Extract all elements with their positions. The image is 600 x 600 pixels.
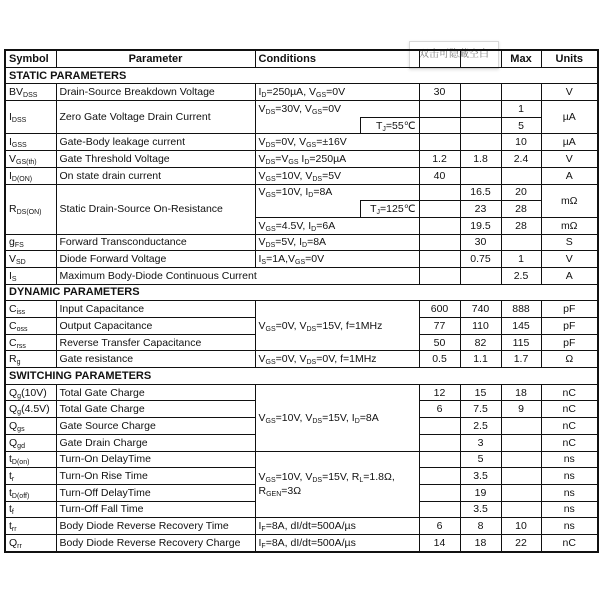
unit-cell: nC bbox=[541, 384, 598, 401]
conditions-cell: $V_{DS}=V_{GS}$ $I_D=250\mu A$ bbox=[255, 151, 419, 168]
typ-cell: 7.5 bbox=[460, 401, 501, 418]
parameter-cell: Turn-Off Fall Time bbox=[56, 501, 255, 518]
conditions-cell: $V_{GS}=10V$, $V_{DS}=5V$ bbox=[255, 167, 419, 184]
symbol-cell: $Q_{gs}$ bbox=[5, 418, 56, 435]
parameter-cell: Maximum Body-Diode Continuous Current bbox=[56, 267, 419, 284]
conditions-cell: $V_{GS}=4.5V$, $I_D=6A$ bbox=[255, 217, 419, 234]
typ-cell bbox=[460, 167, 501, 184]
min-cell: 1.2 bbox=[419, 151, 460, 168]
min-cell bbox=[419, 184, 460, 201]
symbol-cell: $BV_{DSS}$ bbox=[5, 84, 56, 101]
parameter-cell: Total Gate Charge bbox=[56, 384, 255, 401]
max-cell bbox=[501, 484, 541, 501]
max-cell: 18 bbox=[501, 384, 541, 401]
symbol-cell: $t_{D(on)}$ bbox=[5, 451, 56, 468]
unit-cell: µA bbox=[541, 101, 598, 134]
unit-cell: S bbox=[541, 234, 598, 251]
conditions-cell: $I_S=1A,V_{GS}=0V$ bbox=[255, 251, 419, 268]
unit-cell: V bbox=[541, 151, 598, 168]
max-cell bbox=[501, 84, 541, 101]
header-max: Max bbox=[501, 50, 541, 67]
max-cell: 2.5 bbox=[501, 267, 541, 284]
max-cell: 22 bbox=[501, 534, 541, 551]
unit-cell: A bbox=[541, 167, 598, 184]
header-symbol: Symbol bbox=[5, 50, 56, 67]
table-row bbox=[5, 184, 598, 201]
symbol-cell: $g_{FS}$ bbox=[5, 234, 56, 251]
max-cell: 10 bbox=[501, 518, 541, 535]
unit-cell: nC bbox=[541, 418, 598, 435]
section-title: SWITCHING PARAMETERS bbox=[5, 368, 598, 385]
header-row bbox=[5, 50, 598, 67]
typ-cell bbox=[460, 267, 501, 284]
section-title: STATIC PARAMETERS bbox=[5, 67, 598, 84]
max-cell bbox=[501, 468, 541, 485]
min-cell: 6 bbox=[419, 401, 460, 418]
symbol-cell: $R_g$ bbox=[5, 351, 56, 368]
table-row bbox=[5, 518, 598, 535]
parameter-cell: Gate-Body leakage current bbox=[56, 134, 255, 151]
section-switching bbox=[5, 368, 598, 385]
parameter-cell: Static Drain-Source On-Resistance bbox=[56, 184, 255, 234]
parameter-cell: Diode Forward Voltage bbox=[56, 251, 255, 268]
typ-cell bbox=[460, 84, 501, 101]
min-cell bbox=[419, 267, 460, 284]
table-row bbox=[5, 351, 598, 368]
max-cell: 10 bbox=[501, 134, 541, 151]
conditions-cell: $V_{GS}=0V$, $V_{DS}=0V$, f=1MHz bbox=[255, 351, 419, 368]
parameter-cell: Gate resistance bbox=[56, 351, 255, 368]
min-cell: 600 bbox=[419, 301, 460, 318]
unit-cell: ns bbox=[541, 501, 598, 518]
parameter-cell: Turn-On DelayTime bbox=[56, 451, 255, 468]
max-cell bbox=[501, 167, 541, 184]
section-dynamic bbox=[5, 284, 598, 301]
section-title: DYNAMIC PARAMETERS bbox=[5, 284, 598, 301]
unit-cell: pF bbox=[541, 318, 598, 335]
max-cell: 115 bbox=[501, 334, 541, 351]
min-cell bbox=[419, 484, 460, 501]
typ-cell: 2.5 bbox=[460, 418, 501, 435]
min-cell bbox=[419, 451, 460, 468]
parameter-cell: Input Capacitance bbox=[56, 301, 255, 318]
parameter-cell: Body Diode Reverse Recovery Time bbox=[56, 518, 255, 535]
parameter-cell: Body Diode Reverse Recovery Charge bbox=[56, 534, 255, 551]
unit-cell: ns bbox=[541, 484, 598, 501]
header-conditions: Conditions bbox=[255, 50, 419, 67]
parameter-cell: Turn-On Rise Time bbox=[56, 468, 255, 485]
symbol-cell: $I_S$ bbox=[5, 267, 56, 284]
unit-cell: nC bbox=[541, 534, 598, 551]
min-cell: 77 bbox=[419, 318, 460, 335]
min-cell: 30 bbox=[419, 84, 460, 101]
max-cell: 5 bbox=[501, 117, 541, 134]
typ-cell: 8 bbox=[460, 518, 501, 535]
parameter-cell: Forward Transconductance bbox=[56, 234, 255, 251]
typ-cell: 0.75 bbox=[460, 251, 501, 268]
symbol-cell: $Q_{gd}$ bbox=[5, 434, 56, 451]
min-cell bbox=[419, 217, 460, 234]
typ-cell: 740 bbox=[460, 301, 501, 318]
table-row bbox=[5, 251, 598, 268]
parameter-cell: Reverse Transfer Capacitance bbox=[56, 334, 255, 351]
max-cell: 28 bbox=[501, 217, 541, 234]
parameter-cell: Turn-Off DelayTime bbox=[56, 484, 255, 501]
parameter-cell: Gate Source Charge bbox=[56, 418, 255, 435]
conditions-cell: $V_{GS}=0V$, $V_{DS}=15V$, f=1MHz bbox=[255, 301, 419, 351]
min-cell bbox=[419, 501, 460, 518]
conditions-cell: $V_{GS}=10V$, $I_D=8A$ bbox=[255, 184, 419, 201]
unit-cell: pF bbox=[541, 301, 598, 318]
max-cell: 2.4 bbox=[501, 151, 541, 168]
typ-cell: 5 bbox=[460, 451, 501, 468]
parameter-cell: Gate Threshold Voltage bbox=[56, 151, 255, 168]
max-cell bbox=[501, 434, 541, 451]
symbol-cell: $Q_g(4.5V)$ bbox=[5, 401, 56, 418]
table-row bbox=[5, 234, 598, 251]
conditions-spacer bbox=[255, 201, 360, 218]
table-row bbox=[5, 134, 598, 151]
parameter-cell: Gate Drain Charge bbox=[56, 434, 255, 451]
header-min bbox=[419, 50, 460, 67]
min-cell: 12 bbox=[419, 384, 460, 401]
min-cell bbox=[419, 134, 460, 151]
header-units: Units bbox=[541, 50, 598, 67]
typ-cell: 18 bbox=[460, 534, 501, 551]
unit-cell: µA bbox=[541, 134, 598, 151]
unit-cell: pF bbox=[541, 334, 598, 351]
min-cell bbox=[419, 434, 460, 451]
max-cell bbox=[501, 501, 541, 518]
typ-cell bbox=[460, 117, 501, 134]
max-cell: 1.7 bbox=[501, 351, 541, 368]
parameter-cell: Total Gate Charge bbox=[56, 401, 255, 418]
parameter-cell: Zero Gate Voltage Drain Current bbox=[56, 101, 255, 134]
unit-cell: ns bbox=[541, 451, 598, 468]
typ-cell: 19 bbox=[460, 484, 501, 501]
unit-cell: nC bbox=[541, 401, 598, 418]
typ-cell: 30 bbox=[460, 234, 501, 251]
parameter-cell: Output Capacitance bbox=[56, 318, 255, 335]
max-cell: 28 bbox=[501, 201, 541, 218]
max-cell bbox=[501, 418, 541, 435]
typ-cell bbox=[460, 134, 501, 151]
parameter-cell: On state drain current bbox=[56, 167, 255, 184]
unit-cell: mΩ bbox=[541, 184, 598, 217]
typ-cell: 82 bbox=[460, 334, 501, 351]
typ-cell bbox=[460, 101, 501, 118]
symbol-cell: $Q_g(10V)$ bbox=[5, 384, 56, 401]
symbol-cell: $t_{rr}$ bbox=[5, 518, 56, 535]
table-row bbox=[5, 101, 598, 118]
header-parameter: Parameter bbox=[56, 50, 255, 67]
typ-cell: 1.8 bbox=[460, 151, 501, 168]
conditions-spacer bbox=[255, 117, 360, 134]
symbol-cell: $Q_{rr}$ bbox=[5, 534, 56, 551]
symbol-cell: $V_{SD}$ bbox=[5, 251, 56, 268]
typ-cell: 1.1 bbox=[460, 351, 501, 368]
min-cell: 0.5 bbox=[419, 351, 460, 368]
section-static bbox=[5, 67, 598, 84]
symbol-cell: $C_{rss}$ bbox=[5, 334, 56, 351]
unit-cell: nC bbox=[541, 434, 598, 451]
conditions-cell: $V_{DS}=5V$, $I_D=8A$ bbox=[255, 234, 419, 251]
unit-cell: ns bbox=[541, 518, 598, 535]
typ-cell: 110 bbox=[460, 318, 501, 335]
min-cell: 40 bbox=[419, 167, 460, 184]
min-cell bbox=[419, 418, 460, 435]
table-row bbox=[5, 267, 598, 284]
min-cell bbox=[419, 201, 460, 218]
typ-cell: 23 bbox=[460, 201, 501, 218]
min-cell bbox=[419, 117, 460, 134]
max-cell: 145 bbox=[501, 318, 541, 335]
max-cell: 1 bbox=[501, 251, 541, 268]
typ-cell: 15 bbox=[460, 384, 501, 401]
min-cell bbox=[419, 234, 460, 251]
unit-cell: A bbox=[541, 267, 598, 284]
max-cell: 9 bbox=[501, 401, 541, 418]
symbol-cell: $C_{oss}$ bbox=[5, 318, 56, 335]
conditions-cell: $V_{GS}=10V$, $V_{DS}=15V$, $I_D=8A$ bbox=[255, 384, 419, 451]
tj-condition-cell: $T_J=55℃$ bbox=[360, 117, 419, 134]
conditions-cell: $V_{DS}=30V$, $V_{GS}=0V$ bbox=[255, 101, 419, 118]
min-cell bbox=[419, 251, 460, 268]
max-cell bbox=[501, 451, 541, 468]
conditions-cell: $V_{GS}=10V$, $V_{DS}=15V$, $R_L=1.8\Omega$, $R_{GEN}=3\Omega$ bbox=[255, 451, 419, 518]
symbol-cell: $I_{GSS}$ bbox=[5, 134, 56, 151]
symbol-cell: $C_{iss}$ bbox=[5, 301, 56, 318]
max-cell: 1 bbox=[501, 101, 541, 118]
unit-cell: V bbox=[541, 84, 598, 101]
table-row bbox=[5, 451, 598, 468]
unit-cell: mΩ bbox=[541, 217, 598, 234]
typ-cell: 3.5 bbox=[460, 501, 501, 518]
min-cell: 50 bbox=[419, 334, 460, 351]
unit-cell: Ω bbox=[541, 351, 598, 368]
table-row bbox=[5, 301, 598, 318]
min-cell: 6 bbox=[419, 518, 460, 535]
min-cell bbox=[419, 101, 460, 118]
symbol-cell: $t_f$ bbox=[5, 501, 56, 518]
table-row bbox=[5, 151, 598, 168]
table-row bbox=[5, 84, 598, 101]
symbol-cell: $R_{DS(ON)}$ bbox=[5, 184, 56, 234]
conditions-cell: $I_F=8A$, dI/dt=500A/µs bbox=[255, 534, 419, 551]
symbol-cell: $V_{GS(th)}$ bbox=[5, 151, 56, 168]
conditions-cell: $V_{DS}=0V$, $V_{GS}=\pm 16V$ bbox=[255, 134, 419, 151]
symbol-cell: $t_{D(off)}$ bbox=[5, 484, 56, 501]
typ-cell: 16.5 bbox=[460, 184, 501, 201]
header-typ bbox=[460, 50, 501, 67]
symbol-cell: $I_{DSS}$ bbox=[5, 101, 56, 134]
symbol-cell: $t_r$ bbox=[5, 468, 56, 485]
unit-cell: ns bbox=[541, 468, 598, 485]
max-cell: 888 bbox=[501, 301, 541, 318]
electrical-characteristics-table bbox=[4, 49, 599, 553]
typ-cell: 19.5 bbox=[460, 217, 501, 234]
unit-cell: V bbox=[541, 251, 598, 268]
hide-whitespace-tooltip[interactable]: 双击可隐藏空白 bbox=[409, 41, 499, 69]
parameter-cell: Drain-Source Breakdown Voltage bbox=[56, 84, 255, 101]
conditions-cell: $I_D=250\mu A$, $V_{GS}=0V$ bbox=[255, 84, 419, 101]
max-cell: 20 bbox=[501, 184, 541, 201]
conditions-cell: $I_F=8A$, dI/dt=500A/µs bbox=[255, 518, 419, 535]
min-cell bbox=[419, 468, 460, 485]
table-row bbox=[5, 167, 598, 184]
typ-cell: 3.5 bbox=[460, 468, 501, 485]
min-cell: 14 bbox=[419, 534, 460, 551]
table-row bbox=[5, 534, 598, 551]
typ-cell: 3 bbox=[460, 434, 501, 451]
max-cell bbox=[501, 234, 541, 251]
tj-condition-cell: $T_J=125℃$ bbox=[360, 201, 419, 218]
table-row bbox=[5, 384, 598, 401]
symbol-cell: $I_{D(ON)}$ bbox=[5, 167, 56, 184]
